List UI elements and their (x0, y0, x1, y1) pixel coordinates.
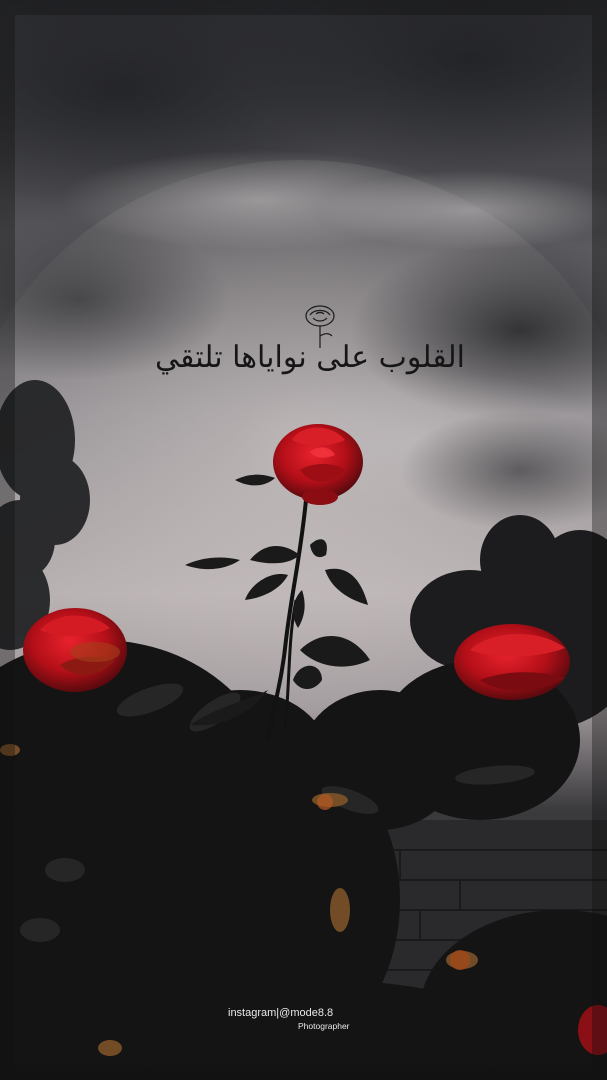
instagram-handle: instagram|@mode8.8 (228, 1007, 334, 1019)
photographer-label: Photographer (298, 1021, 350, 1031)
photographer-watermark (228, 1007, 350, 1031)
quote-text: القلوب على نواياها تلتقي (155, 340, 465, 375)
